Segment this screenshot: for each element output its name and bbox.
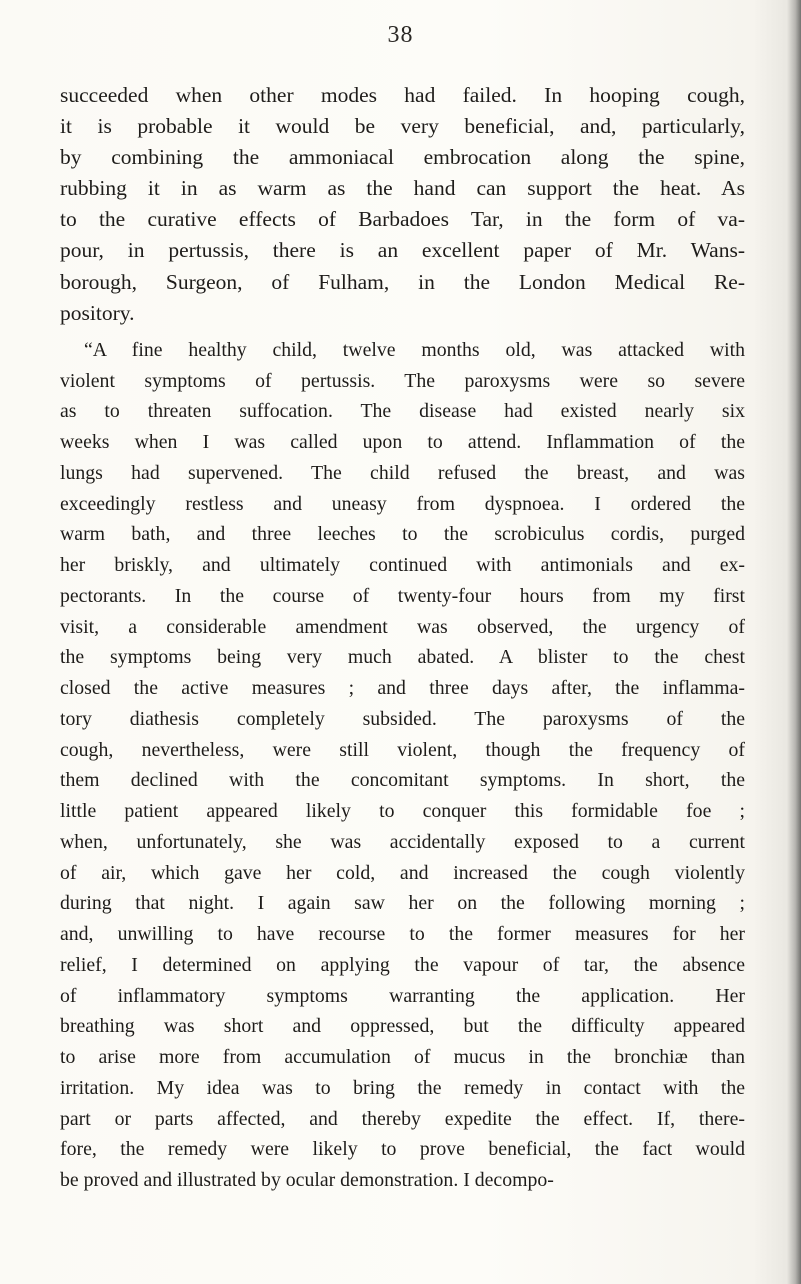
quote-line: closed the active measures ; and three days after, the inflamma- (60, 677, 745, 699)
quote-line: as to threaten suffocation. The disease had existed nearly six (60, 400, 745, 423)
quote-line: tory diathesis completely subsided. The paroxysms of the (60, 707, 745, 730)
quote-line: irritation. My idea was to bring the remedy in contact with the (60, 1076, 745, 1099)
quote-line: her briskly, and ultimately continued with antimonials and ex- (60, 554, 745, 576)
quote-line: to arise more from accumulation of mucus in the bronchiæ than (60, 1046, 745, 1068)
quote-line: be proved and illustrated by ocular demonstration. I decompo- (60, 1169, 554, 1191)
quote-line: lungs had supervened. The child refused the breast, and was (60, 461, 745, 484)
quote-line: cough, nevertheless, were still violent, though the frequency of (60, 738, 745, 761)
quote-line: of air, which gave her cold, and increased the cough violently (60, 861, 745, 884)
quote-line: the symptoms being very much abated. A blister to the chest (60, 646, 745, 669)
quote-line: visit, a considerable amendment was observed, the urgency of (60, 615, 745, 638)
quote-line: exceedingly restless and uneasy from dyspnoea. I ordered the (60, 492, 745, 515)
quote-line: during that night. I again saw her on the following morning ; (60, 892, 745, 915)
body-text (60, 80, 745, 1196)
quote-line: and, unwilling to have recourse to the former measures for her (60, 923, 745, 945)
quote-line: fore, the remedy were likely to prove beneficial, the fact would (60, 1138, 745, 1161)
quote-line: part or parts affected, and thereby expedite the effect. If, there- (60, 1107, 745, 1130)
text-line: pository. (60, 300, 135, 325)
page-edge-shadow (787, 0, 801, 1284)
quote-line: violent symptoms of pertussis. The paroxysms were so severe (60, 369, 745, 392)
quote-line: breathing was short and oppressed, but the difficulty appeared (60, 1015, 745, 1038)
text-line: rubbing it in as warm as the hand can support the heat. As (60, 176, 745, 201)
quote-line: warm bath, and three leeches to the scrobiculus cordis, purged (60, 523, 745, 546)
quote-line: little patient appeared likely to conquer this formidable foe ; (60, 800, 745, 822)
quote-line: when, unfortunately, she was accidentally exposed to a current (60, 830, 745, 853)
text-line: pour, in pertussis, there is an excellent paper of Mr. Wans- (60, 238, 745, 263)
text-line: borough, Surgeon, of Fulham, in the London Medical Re- (60, 269, 745, 294)
quote-line: relief, I determined on applying the vapour of tar, the absence (60, 953, 745, 976)
text-line: by combining the ammoniacal embrocation along the spine, (60, 145, 745, 170)
quote-line: of inflammatory symptoms warranting the application. Her (60, 984, 745, 1007)
paragraph-1 (60, 80, 745, 329)
text-line: to the curative effects of Barbadoes Tar, in the form of va- (60, 207, 745, 232)
quote-line: them declined with the concomitant symptoms. In short, the (60, 769, 745, 792)
page-number: 38 (387, 22, 414, 48)
quote-line: pectorants. In the course of twenty-four hours from my first (60, 584, 745, 607)
quote-line: “A fine healthy child, twelve months old, was attacked with (84, 338, 745, 361)
quote-line: weeks when I was called upon to attend. Inflammation of the (60, 431, 745, 453)
quoted-case-report (60, 335, 745, 1196)
text-line: succeeded when other modes had failed. In hooping cough, (60, 83, 745, 107)
text-line: it is probable it would be very beneficial, and, particularly, (60, 114, 745, 139)
